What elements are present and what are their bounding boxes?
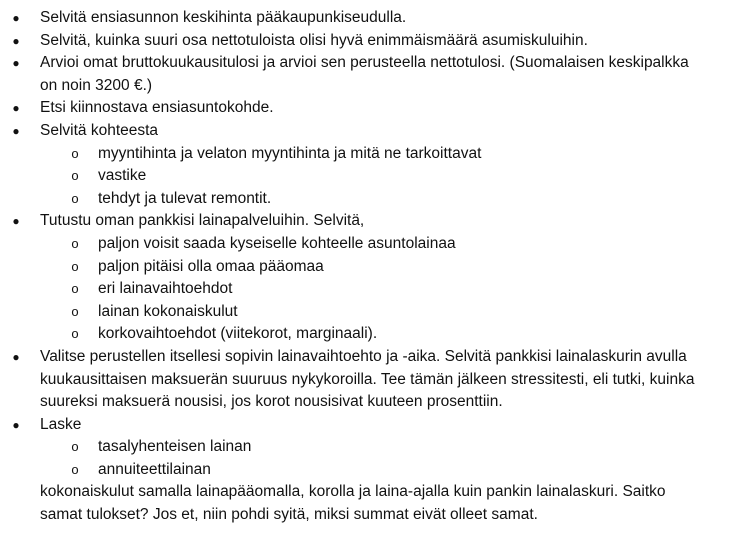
list-item-text: Selvitä kohteesta: [40, 121, 159, 139]
bullet-icon: ●: [12, 123, 20, 138]
sub-list-item: [0, 301, 740, 324]
sub-list-item: [0, 459, 740, 482]
list-item-text: Selvitä, kuinka suuri osa nettotuloista olisi hyvä enimmäismäärä asumiskuluihin.: [40, 31, 588, 49]
sub-list-item-text: annuiteettilainan: [98, 460, 211, 478]
bullet-icon: ●: [12, 214, 20, 229]
circle-bullet-icon: o: [71, 461, 79, 477]
list-item: [0, 30, 740, 53]
list-item-text: Valitse perustellen itsellesi sopivin lainavaihtoehto ja -aika. Selvitä pankkisi lainalaskurin avulla kuukausittaisen maksuerän suuruus nykykoroilla. Tee tämän jälkeen stressitesti, eli tutki, kuinka suureksi maksuerä nousisi, jos korot nousisivat kuuteen prosenttiin.: [40, 347, 695, 411]
bullet-icon: ●: [12, 417, 20, 432]
sub-list-item: [0, 436, 740, 459]
sub-list-item: [0, 233, 740, 256]
sub-list-item-text: korkovaihtoehdot (viitekorot, marginaali).: [98, 325, 378, 343]
list-item: [0, 52, 740, 97]
list-item-text: Arvioi omat bruttokuukausitulosi ja arvioi sen perusteella nettotulosi. (Suomalaisen keskipalkka on noin 3200 €.): [40, 54, 689, 94]
sub-list-item-text: paljon pitäisi olla omaa pääomaa: [98, 257, 324, 275]
sub-list-item-text: vastike: [98, 167, 147, 185]
circle-bullet-icon: o: [71, 303, 79, 319]
circle-bullet-icon: o: [71, 439, 79, 455]
sub-list-item-text: myyntihinta ja velaton myyntihinta ja mitä ne tarkoittavat: [98, 144, 482, 162]
list-item-text: Laske: [40, 415, 82, 433]
circle-bullet-icon: o: [71, 281, 79, 297]
circle-bullet-icon: o: [71, 235, 79, 251]
bullet-icon: ●: [12, 11, 20, 25]
sub-list-item: [0, 188, 740, 211]
list-item: [0, 414, 740, 437]
list-item-text: Tutustu oman pankkisi lainapalveluihin. Selvitä,: [40, 212, 365, 230]
sub-list-item-text: tehdyt ja tulevat remontit.: [98, 189, 272, 207]
sub-list-item-text: tasalyhenteisen lainan: [98, 438, 252, 456]
list-item: [0, 97, 740, 120]
list-item: [0, 7, 740, 30]
list-item: [0, 210, 740, 233]
sub-list-item: [0, 323, 740, 346]
circle-bullet-icon: o: [71, 326, 79, 342]
bullet-icon: ●: [12, 349, 20, 364]
circle-bullet-icon: o: [71, 190, 79, 206]
bullet-icon: ●: [12, 101, 20, 116]
list-item-text: Selvitä ensiasunnon keskihinta pääkaupunkiseudulla.: [40, 9, 407, 26]
sub-list-item: [0, 278, 740, 301]
bullet-icon: ●: [12, 56, 20, 71]
sub-list-item: [0, 256, 740, 279]
sub-list-item: [0, 165, 740, 188]
sub-list-item-text: lainan kokonaiskulut: [98, 302, 238, 320]
sub-list-item: [0, 143, 740, 166]
list-item: [0, 346, 740, 414]
bullet-icon: ●: [12, 33, 20, 48]
circle-bullet-icon: o: [71, 168, 79, 184]
sub-list-item-text: paljon voisit saada kyseiselle kohteelle asuntolainaa: [98, 234, 456, 252]
list-item-text: Etsi kiinnostava ensiasuntokohde.: [40, 99, 274, 117]
list-item: [0, 120, 740, 143]
closing-paragraph: kokonaiskulut samalla lainapääomalla, korolla ja laina-ajalla kuin pankin lainalaskuri. Saitko samat tulokset? Jos et, niin pohdi syitä, miksi summat eivät olleet samat.: [40, 483, 666, 524]
circle-bullet-icon: o: [71, 258, 79, 274]
sub-list-item-text: eri lainavaihtoehdot: [98, 280, 233, 298]
circle-bullet-icon: o: [71, 145, 79, 161]
